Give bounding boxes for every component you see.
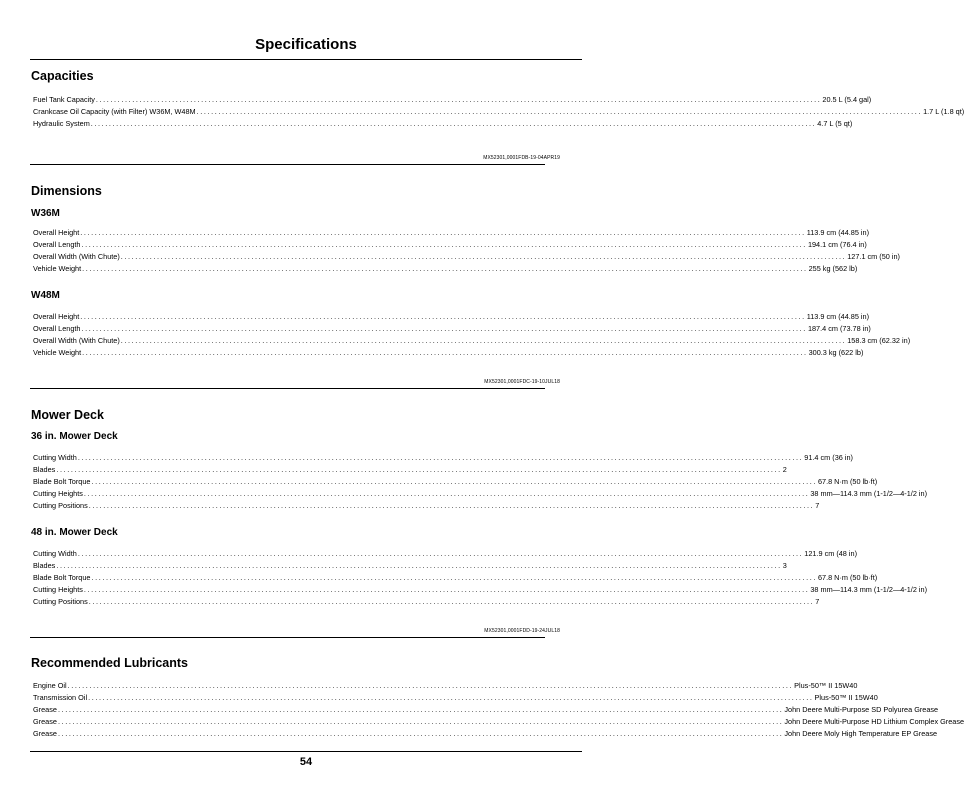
dot-leader: ........................................................................................................................................................................................................ [120, 252, 847, 261]
spec-label: Hydraulic System [33, 119, 90, 128]
dot-leader: ........................................................................................................................................................................................................ [196, 107, 923, 116]
spec-label: Engine Oil [33, 681, 67, 690]
spec-value: Plus-50™ II 15W40 [794, 681, 858, 690]
spec-value: 3 [782, 561, 787, 570]
dimensions-heading: Dimensions [31, 184, 102, 198]
spec-row-blade-bolt-torque [33, 476, 878, 488]
spec-label: Grease [33, 717, 57, 726]
page-number: 54 [299, 756, 313, 768]
spec-value: 20.5 L (5.4 gal) [822, 95, 872, 104]
section-divider [30, 637, 545, 638]
spec-row-overall-length [33, 323, 871, 335]
spec-row-blades [33, 560, 787, 572]
spec-label: Overall Height [33, 228, 80, 237]
spec-row-cutting-heights [33, 488, 928, 500]
spec-row-overall-width [33, 335, 911, 347]
dot-leader: ........................................................................................................................................................................................................ [91, 573, 817, 582]
deck-48-subheading: 48 in. Mower Deck [31, 527, 118, 538]
spec-value: 187.4 cm (73.78 in) [807, 324, 871, 333]
dot-leader: ........................................................................................................................................................................................................ [56, 561, 782, 570]
spec-label: Overall Length [33, 240, 81, 249]
lubricants-heading: Recommended Lubricants [31, 656, 188, 670]
spec-value: 127.1 cm (50 in) [847, 252, 900, 261]
spec-value: John Deere Multi-Purpose HD Lithium Complex Grease [784, 717, 964, 726]
spec-row-cutting-heights [33, 584, 928, 596]
spec-label: Transmission Oil [33, 693, 88, 702]
dot-leader: ........................................................................................................................................................................................................ [83, 585, 810, 594]
spec-row-overall-length [33, 239, 867, 251]
w48m-subheading: W48M [31, 290, 60, 301]
dot-leader: ........................................................................................................................................................................................................ [67, 681, 794, 690]
spec-value: 38 mm—114.3 mm (1-1/2—4-1/2 in) [810, 585, 928, 594]
spec-value: Plus-50™ II 15W40 [814, 693, 878, 702]
dot-leader: ........................................................................................................................................................................................................ [90, 119, 817, 128]
dot-leader: ........................................................................................................................................................................................................ [82, 348, 808, 357]
spec-row-hydraulic-system [33, 118, 853, 130]
dot-leader: ........................................................................................................................................................................................................ [57, 717, 784, 726]
spec-row-cutting-positions [33, 596, 820, 608]
spec-row-vehicle-weight [33, 347, 864, 359]
spec-row-engine-oil [33, 680, 858, 692]
spec-label: Cutting Heights [33, 585, 83, 594]
spec-label: Cutting Positions [33, 597, 88, 606]
spec-value: 4.7 L (5 qt) [817, 119, 853, 128]
spec-label: Overall Width (With Chute) [33, 336, 120, 345]
mower-deck-heading: Mower Deck [31, 408, 104, 422]
spec-value: 91.4 cm (36 in) [804, 453, 853, 462]
spec-value: 113.9 cm (44.85 in) [806, 228, 870, 237]
spec-value: 158.3 cm (62.32 in) [847, 336, 911, 345]
dot-leader: ........................................................................................................................................................................................................ [88, 501, 815, 510]
spec-row-overall-height [33, 227, 870, 239]
dot-leader: ........................................................................................................................................................................................................ [120, 336, 847, 345]
spec-label: Blades [33, 561, 56, 570]
spec-label: Vehicle Weight [33, 264, 82, 273]
spec-value: 255 kg (562 lb) [808, 264, 858, 273]
spec-row-blades [33, 464, 787, 476]
spec-label: Vehicle Weight [33, 348, 82, 357]
spec-row-cutting-width [33, 548, 858, 560]
dot-leader: ........................................................................................................................................................................................................ [82, 264, 808, 273]
reference-code: MX52301,0001FDD-19-24JUL18 [484, 628, 560, 634]
deck-36-subheading: 36 in. Mower Deck [31, 431, 118, 442]
spec-row-grease [33, 704, 939, 716]
spec-label: Overall Height [33, 312, 80, 321]
dot-leader: ........................................................................................................................................................................................................ [88, 597, 815, 606]
spec-value: 7 [815, 597, 820, 606]
spec-label: Cutting Positions [33, 501, 88, 510]
spec-label: Overall Width (With Chute) [33, 252, 120, 261]
spec-value: 1.7 L (1.8 qt) [923, 107, 964, 116]
dot-leader: ........................................................................................................................................................................................................ [80, 228, 806, 237]
spec-value: 194.1 cm (76.4 in) [807, 240, 867, 249]
spec-row-crankcase-oil [33, 106, 964, 118]
spec-row-overall-height [33, 311, 870, 323]
spec-row-fuel-tank [33, 94, 872, 106]
spec-label: Cutting Width [33, 549, 77, 558]
dot-leader: ........................................................................................................................................................................................................ [57, 705, 784, 714]
spec-row-grease [33, 728, 938, 740]
dot-leader: ........................................................................................................................................................................................................ [91, 477, 817, 486]
spec-value: 67.8 N·m (50 lb·ft) [817, 573, 878, 582]
spec-row-grease [33, 716, 964, 728]
spec-row-cutting-positions [33, 500, 820, 512]
dot-leader: ........................................................................................................................................................................................................ [81, 324, 807, 333]
spec-value: 113.9 cm (44.85 in) [806, 312, 870, 321]
spec-label: Blades [33, 465, 56, 474]
spec-value: 67.8 N·m (50 lb·ft) [817, 477, 878, 486]
capacities-heading: Capacities [31, 69, 94, 83]
spec-label: Crankcase Oil Capacity (with Filter) W36M, W48M [33, 107, 196, 116]
reference-code: MX52301,0001FDC-19-10JUL18 [484, 379, 560, 385]
dot-leader: ........................................................................................................................................................................................................ [81, 240, 807, 249]
spec-label: Cutting Heights [33, 489, 83, 498]
spec-label: Fuel Tank Capacity [33, 95, 95, 104]
spec-row-overall-width [33, 251, 900, 263]
dot-leader: ........................................................................................................................................................................................................ [57, 729, 784, 738]
spec-row-cutting-width [33, 452, 853, 464]
section-divider [30, 164, 545, 165]
spec-value: 38 mm—114.3 mm (1-1/2—4-1/2 in) [810, 489, 928, 498]
spec-label: Overall Length [33, 324, 81, 333]
dot-leader: ........................................................................................................................................................................................................ [88, 693, 814, 702]
dot-leader: ........................................................................................................................................................................................................ [83, 489, 810, 498]
w36m-subheading: W36M [31, 208, 60, 219]
dot-leader: ........................................................................................................................................................................................................ [77, 453, 804, 462]
spec-value: 300.3 kg (622 lb) [808, 348, 864, 357]
spec-label: Grease [33, 705, 57, 714]
title-divider [30, 59, 582, 60]
spec-value: 2 [782, 465, 787, 474]
spec-value: John Deere Multi-Purpose SD Polyurea Grease [784, 705, 939, 714]
dot-leader: ........................................................................................................................................................................................................ [77, 549, 804, 558]
footer-divider [30, 751, 582, 752]
spec-row-blade-bolt-torque [33, 572, 878, 584]
spec-row-vehicle-weight [33, 263, 858, 275]
spec-value: 7 [815, 501, 820, 510]
section-divider [30, 388, 545, 389]
spec-value: John Deere Moly High Temperature EP Grease [784, 729, 938, 738]
spec-value: 121.9 cm (48 in) [804, 549, 858, 558]
dot-leader: ........................................................................................................................................................................................................ [80, 312, 806, 321]
spec-label: Cutting Width [33, 453, 77, 462]
dot-leader: ........................................................................................................................................................................................................ [95, 95, 822, 104]
spec-label: Blade Bolt Torque [33, 573, 91, 582]
dot-leader: ........................................................................................................................................................................................................ [56, 465, 782, 474]
spec-label: Grease [33, 729, 57, 738]
spec-row-transmission-oil [33, 692, 878, 704]
page-title: Specifications [255, 36, 357, 53]
spec-label: Blade Bolt Torque [33, 477, 91, 486]
reference-code: MX52301,0001FDB-19-04APR19 [483, 155, 560, 161]
